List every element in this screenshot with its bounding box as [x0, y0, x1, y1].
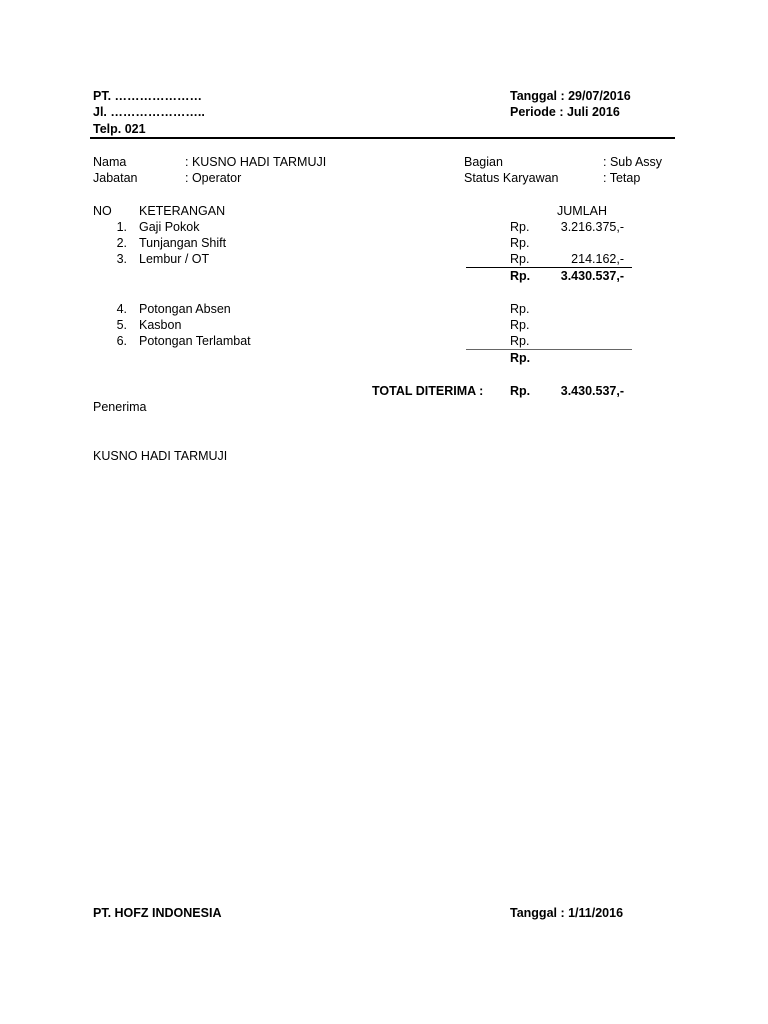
- row-number: 3.: [116, 252, 127, 266]
- row-currency: Rp.: [510, 334, 530, 348]
- row-amount: 214.162,-: [571, 252, 624, 266]
- subtotal-currency: Rp.: [510, 269, 531, 283]
- deductions-subtotal-line: [466, 349, 632, 350]
- receiver-label: Penerima: [93, 400, 147, 414]
- status-label: Status Karyawan: [464, 171, 559, 185]
- name-label: Nama: [93, 155, 127, 169]
- row-currency: Rp.: [510, 318, 530, 332]
- status-value: : Tetap: [603, 171, 641, 185]
- row-number: 2.: [116, 236, 127, 250]
- row-description: Tunjangan Shift: [139, 236, 227, 250]
- row-number: 4.: [116, 302, 127, 316]
- row-number: 5.: [116, 318, 127, 332]
- pay-period: Periode : Juli 2016: [510, 105, 620, 119]
- row-description: Kasbon: [139, 318, 182, 332]
- issue-date: Tanggal : 29/07/2016: [510, 89, 631, 103]
- col-amount-header: JUMLAH: [557, 204, 608, 218]
- row-description: Potongan Terlambat: [139, 334, 251, 348]
- footer-date: Tanggal : 1/11/2016: [510, 906, 624, 920]
- row-currency: Rp.: [510, 236, 530, 250]
- position-value: : Operator: [185, 171, 242, 185]
- receiver-name: KUSNO HADI TARMUJI: [93, 449, 228, 463]
- company-phone: Telp. 021: [93, 122, 146, 136]
- earnings-subtotal-amount: 3.430.537,-: [560, 269, 624, 283]
- row-currency: Rp.: [510, 252, 530, 266]
- row-description: Gaji Pokok: [139, 220, 200, 234]
- row-amount: 3.216.375,-: [560, 220, 624, 234]
- subtotal-currency: Rp.: [510, 351, 531, 365]
- dept-value: : Sub Assy: [603, 155, 663, 169]
- company-name: PT. …………………: [93, 89, 203, 103]
- row-description: Lembur / OT: [139, 252, 210, 266]
- total-currency: Rp.: [510, 384, 531, 398]
- row-number: 1.: [116, 220, 127, 234]
- total-label: TOTAL DITERIMA :: [372, 384, 484, 398]
- row-number: 6.: [116, 334, 127, 348]
- name-value: : KUSNO HADI TARMUJI: [185, 155, 327, 169]
- position-label: Jabatan: [93, 171, 138, 185]
- col-desc-header: KETERANGAN: [139, 204, 226, 218]
- footer-company: PT. HOFZ INDONESIA: [93, 906, 222, 920]
- row-description: Potongan Absen: [139, 302, 231, 316]
- col-no-header: NO: [93, 204, 112, 218]
- row-currency: Rp.: [510, 302, 530, 316]
- company-address: Jl. …………………..: [93, 105, 205, 119]
- row-currency: Rp.: [510, 220, 530, 234]
- total-amount: 3.430.537,-: [560, 384, 624, 398]
- dept-label: Bagian: [464, 155, 503, 169]
- header-divider: [90, 137, 675, 139]
